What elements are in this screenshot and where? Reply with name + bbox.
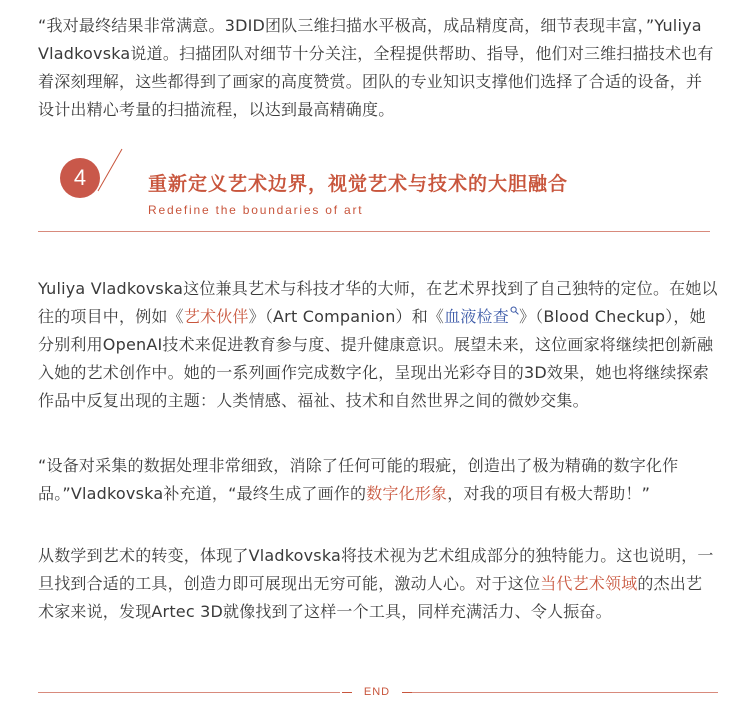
contemporary-art-link[interactable]: 当代艺术领域 [540, 574, 638, 593]
end-divider [38, 684, 718, 702]
section-divider [38, 231, 710, 232]
end-dash-left [342, 692, 352, 693]
section-number-badge: 4 [60, 158, 100, 198]
digital-image-link[interactable]: 数字化形象 [366, 484, 448, 503]
text-segment: 》（Art Companion）和《 [248, 307, 445, 326]
text-segment: 》（Blood Checkup），她分别利用OpenAI技术来促进教育参与度、提升健康意识。展望未来，这位画家将继续把创新融入她的艺术创作中。她的一系列画作完成数字化，呈现出光彩夺目的3D效果，她也将继续探索作品中反复出现的主题：人类情感、福祉、技术和自然世界之间的微妙交集。 [38, 307, 714, 410]
end-dash-right [402, 692, 412, 693]
art-companion-link[interactable]: 艺术伙伴 [183, 307, 249, 326]
paragraph-conclusion [38, 542, 718, 626]
paragraph-artist-intro [38, 275, 718, 415]
text-segment: Yuliya Vladkovska这位兼具艺术与科技才华的大师，在艺术界找到了自己独特的定位。在她以往的项目中，例如《 [38, 279, 718, 326]
paragraph-quote-result: “我对最终结果非常满意。3DID团队三维扫描水平极高，成品精度高，细节表现丰富，”Yuliya Vladkovska说道。扫描团队对细节十分关注，全程提供帮助、指导，他们对三维扫描技术也有着深刻理解，这些都得到了画家的高度赞赏。团队的专业知识支撑他们选择了合适的设备，并设计出精心考量的扫描流程，以达到最高精确度。 [38, 16, 714, 119]
section-title: 重新定义艺术边界，视觉艺术与技术的大胆融合 [148, 173, 569, 195]
section-heading [38, 147, 718, 237]
paragraph-quote-digitization [38, 452, 718, 508]
blood-checkup-link[interactable]: 血液检查 [444, 307, 509, 326]
text-segment: 从数学到艺术的转变，体现了Vladkovska将技术视为艺术组成部分的独特能力。这也说明，一旦找到合适的工具，创造力即可展现出无穷可能，激动人心。对于这位 [38, 546, 714, 593]
text-segment: “设备对采集的数据处理非常细致，消除了任何可能的瑕疵，创造出了极为精确的数字化作品。”Vladkovska补充道，“最终生成了画作的 [38, 456, 679, 503]
text-segment: 的杰出艺术家来说，发现Artec 3D就像找到了这样一个工具，同样充满活力、令人振奋。 [38, 574, 703, 621]
end-label: END [363, 686, 391, 698]
text-segment: ，对我的项目有极大帮助！” [447, 484, 651, 503]
search-icon[interactable] [510, 306, 519, 315]
end-line-right [412, 692, 718, 693]
section-subtitle: Redefine the boundaries of art [148, 203, 364, 217]
end-line-left [38, 692, 340, 693]
